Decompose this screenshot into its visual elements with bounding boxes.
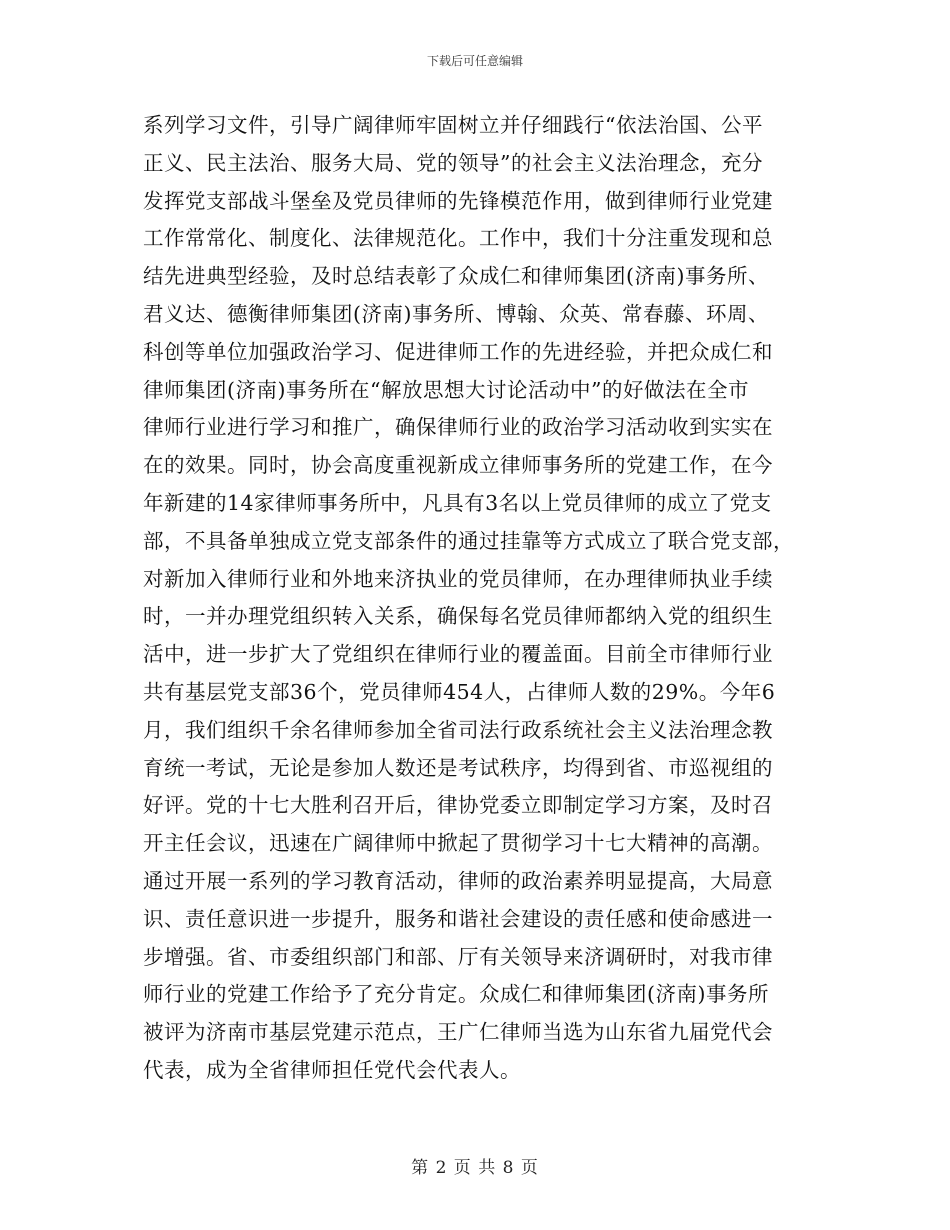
text-line: 通过开展一系列的学习教育活动，律师的政治素养明显提高，大局意: [143, 868, 773, 893]
text-line: 师行业的党建工作给予了充分肯定。众成仁和律师集团(济南)事务所: [143, 982, 769, 1007]
text-line: 在的效果。同时，协会高度重视新成立律师事务所的党建工作，在今: [143, 453, 773, 478]
text-line: 共有基层党支部36个，党员律师454人，占律师人数的29%。今年6: [143, 679, 776, 704]
text-line: 月，我们组织千余名律师参加全省司法行政系统社会主义法治理念教: [143, 717, 773, 742]
text-line: 对新加入律师行业和外地来济执业的党员律师，在办理律师执业手续: [143, 566, 773, 591]
text-line: 步增强。省、市委组织部门和部、厅有关领导来济调研时，对我市律: [143, 944, 773, 969]
text-line: 时，一并办理党组织转入关系，确保每名党员律师都纳入党的组织生: [143, 604, 773, 629]
text-line: 开主任会议，迅速在广阔律师中掀起了贯彻学习十七大精神的高潮。: [143, 831, 773, 856]
text-line: 被评为济南市基层党建示范点，王广仁律师当选为山东省九届党代会: [143, 1020, 773, 1045]
page-header: 下载后可任意编辑: [426, 54, 523, 68]
text-line: 科创等单位加强政治学习、促进律师工作的先进经验，并把众成仁和: [143, 339, 773, 364]
text-line: 年新建的14家律师事务所中，凡具有3名以上党员律师的成立了党支: [143, 490, 772, 515]
page-number-footer: 第 2 页 共 8 页: [411, 1158, 539, 1178]
text-line: 代表，成为全省律师担任党代会代表人。: [143, 1057, 521, 1082]
text-line: 工作常常化、制度化、法律规范化。工作中，我们十分注重发现和总: [143, 226, 773, 251]
text-line: 结先进典型经验，及时总结表彰了众成仁和律师集团(济南)事务所、: [143, 264, 769, 289]
text-line: 育统一考试，无论是参加人数还是考试秩序，均得到省、市巡视组的: [143, 755, 773, 780]
body-text: [143, 107, 811, 1090]
text-line: 发挥党支部战斗堡垒及党员律师的先锋模范作用，做到律师行业党建: [143, 188, 773, 213]
text-line: 好评。党的十七大胜利召开后，律协党委立即制定学习方案，及时召: [143, 793, 773, 818]
text-line: 律师集团(济南)事务所在“解放思想大讨论活动中”的好做法在全市: [143, 377, 749, 402]
text-line: 律师行业进行学习和推广，确保律师行业的政治学习活动收到实实在: [143, 415, 773, 440]
text-line: 识、责任意识进一步提升，服务和谐社会建设的责任感和使命感进一: [143, 906, 773, 931]
text-line: 部，不具备单独成立党支部条件的通过挂靠等方式成立了联合党支部，: [143, 528, 794, 553]
text-line: 系列学习文件，引导广阔律师牢固树立并仔细践行“依法治国、公平: [143, 113, 763, 137]
text-line: 君义达、德衡律师集团(济南)事务所、博翰、众英、常春藤、环周、: [143, 301, 769, 326]
text-line: 正义、民主法治、服务大局、党的领导”的社会主义法治理念，充分: [143, 150, 763, 175]
text-line: 活中，进一步扩大了党组织在律师行业的覆盖面。目前全市律师行业: [143, 642, 773, 667]
